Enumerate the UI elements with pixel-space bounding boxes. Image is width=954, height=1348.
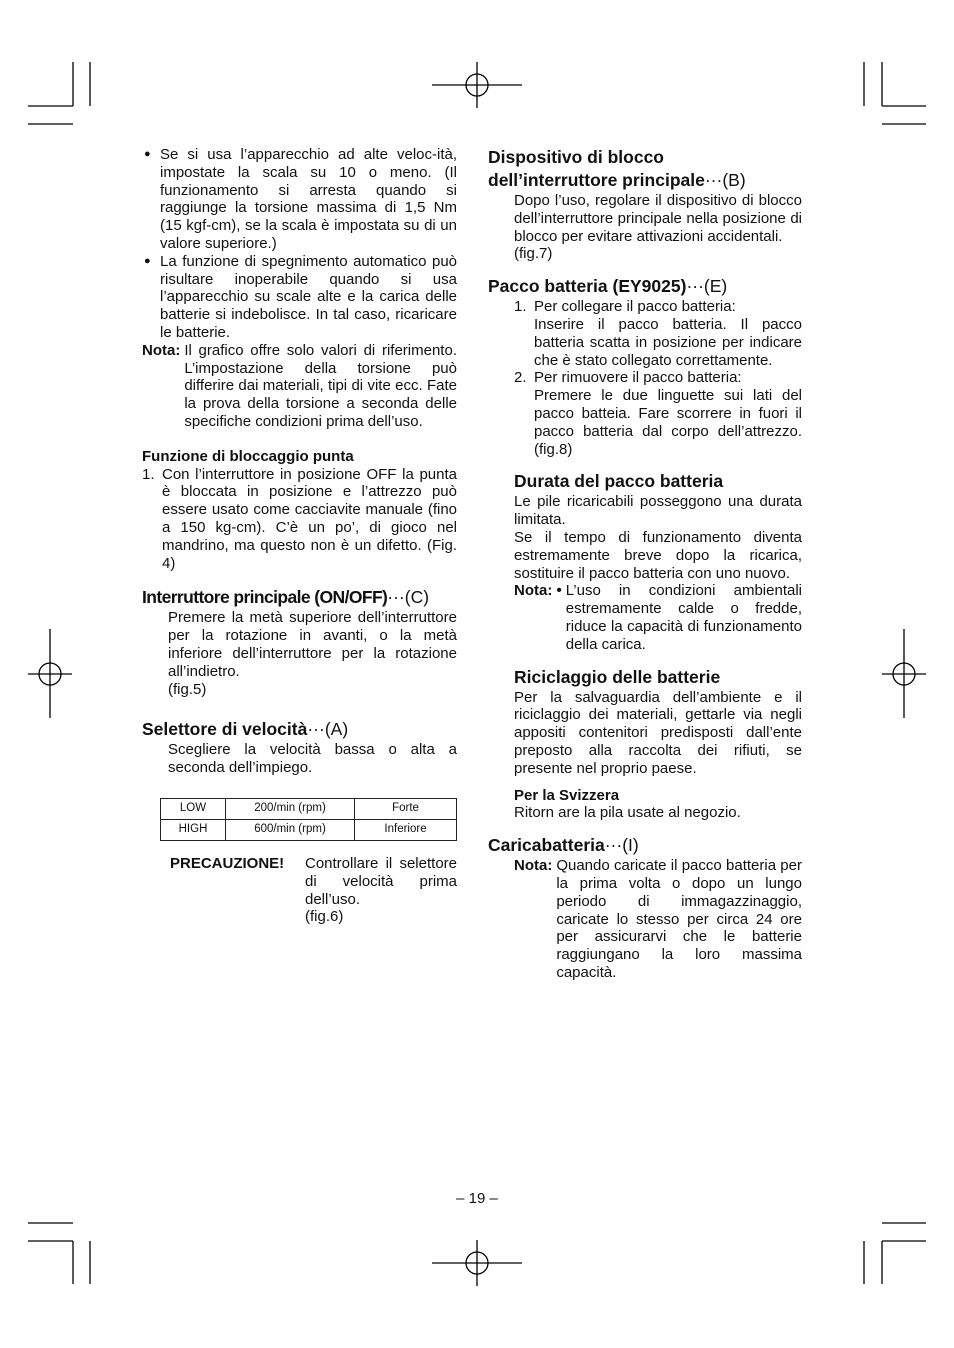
caution-fig: (fig.6) xyxy=(305,908,344,926)
speed-table xyxy=(160,798,457,841)
table-cell: 600/min (rpm) xyxy=(226,819,355,840)
charger-title-text: Caricabatteria xyxy=(488,835,605,856)
swiss-text: Ritorn are la pila usate al negozio. xyxy=(514,804,741,822)
battery-pack-title xyxy=(488,275,802,298)
table-row xyxy=(161,819,457,840)
battery-pack-title-text: Pacco batteria (EY9025) xyxy=(488,276,687,297)
main-switch-fig: (fig.5) xyxy=(168,680,207,698)
list-item xyxy=(514,298,802,369)
lock-device-title xyxy=(488,146,802,192)
lock-device-text: Dopo l’uso, regolare il dispositivo di blocco dell’interruttore principale nella posizione di blocco per evitare attivazioni accidentali. xyxy=(514,192,802,245)
recycling-text: Per la salvaguardia dell’ambiente e il riciclaggio dei materiali, gettarle via negli appositi contenitori predisposti dall’ente preposto alla raccolta dei rifiuti, se presente nel proprio paese. xyxy=(514,688,802,777)
table-cell: LOW xyxy=(161,798,226,819)
main-switch-title-text: Interruttore principale (ON/OFF) xyxy=(142,587,388,608)
chuck-lock-number: 1. xyxy=(142,465,155,483)
list-item-text: Premere le due linguette sui lati del pacco batteia. Fare scorrere in fuori il pacco batteria dal corpo dell’attrezzo. (fig.8) xyxy=(534,387,802,458)
nota-torque xyxy=(142,342,457,431)
page-number: – 19 – xyxy=(456,1190,498,1207)
list-item-text: Inserire il pacco batteria. Il pacco batteria scatta in posizione per indicare che è stato collegato correttamente. xyxy=(534,315,802,369)
charger-title xyxy=(488,834,802,857)
list-item-number: 2. xyxy=(514,369,527,387)
caution-label: PRECAUZIONE! xyxy=(170,854,285,872)
lock-device-suffix: ···(B) xyxy=(704,170,746,190)
battery-life-nota-text: L’uso in condizioni ambientali estremamente calde o fredde, riduce la capacità di funzionamento della carica. xyxy=(565,582,802,653)
caution-content xyxy=(305,855,457,926)
list-item-number: 1. xyxy=(514,298,527,316)
lock-device-fig: (fig.7) xyxy=(514,245,553,263)
speed-selector-title xyxy=(142,718,457,741)
charger-nota-label: Nota: xyxy=(514,857,553,875)
battery-life-title: Durata del pacco batteria xyxy=(514,471,724,492)
charger-nota-text: Quando caricate il pacco batteria per la prima volta o dopo un lungo periodo di immagazzinaggio, caricate lo stesso per circa 24 ore per assicurarvi che le batterie raggiungano la loro massima capacità. xyxy=(556,857,802,981)
bullet-high-speed: ● Se si usa l’apparecchio ad alte veloc-ità, impostate la scala su 10 o meno. (Il funzionamento si arresta quando si raggiunge la torsione massima di 1,5 Nm (15 kgf-cm), se la scala è impostata su di un valore superiore.) xyxy=(142,146,457,253)
battery-pack-suffix: ···(E) xyxy=(686,276,728,297)
recycling-title: Riciclaggio delle batterie xyxy=(514,666,721,687)
main-switch-text: Premere la metà superiore dell’interruttore per la rotazione in avanti, o la metà inferiore dell’interruttore per la rotazione all’indietro. xyxy=(168,609,457,680)
right-column xyxy=(488,146,802,982)
charger-suffix: ···(I) xyxy=(604,835,639,856)
speed-selector-text: Scegliere la velocità bassa o alta a seconda dell’impiego. xyxy=(168,741,457,777)
caution-text: Controllare il selettore di velocità prima dell’uso. xyxy=(305,854,457,908)
battery-life-p1: Le pile ricaricabili posseggono una durata limitata. xyxy=(514,493,802,529)
battery-pack-list xyxy=(488,298,802,458)
battery-life-p2: Se il tempo di funzionamento diventa estremamente breve dopo la ricarica, sostituire il pacco batteria con uno nuovo. xyxy=(514,528,802,582)
speed-selector-title-text: Selettore di velocità xyxy=(142,719,308,740)
chuck-lock-item xyxy=(142,466,457,573)
left-column xyxy=(142,146,457,926)
charger-nota xyxy=(488,857,802,982)
table-cell: Inferiore xyxy=(355,819,457,840)
lock-device-title-line1: Dispositivo di blocco xyxy=(488,147,664,167)
chuck-lock-title: Funzione di bloccaggio punta xyxy=(142,447,354,465)
list-item-head: Per rimuovere il pacco batteria: xyxy=(534,369,742,387)
lock-device-title-line2: dell’interruttore principale xyxy=(488,170,705,190)
main-switch-title xyxy=(142,586,457,609)
table-cell: HIGH xyxy=(161,819,226,840)
swiss-title: Per la Svizzera xyxy=(514,786,620,804)
table-cell: Forte xyxy=(355,798,457,819)
battery-life-section xyxy=(488,470,802,822)
table-row xyxy=(161,798,457,819)
table-cell: 200/min (rpm) xyxy=(226,798,355,819)
list-item xyxy=(514,369,802,458)
nota-text: Il grafico offre solo valori di riferimento. L’impostazione della torsione può differire dai materiali, tipi di vite ecc. Fate la prova della torsione a seconda delle specifiche condizioni prima dell’uso. xyxy=(184,341,457,430)
caution-block xyxy=(170,855,457,926)
bullet-auto-shutoff: ● La funzione di spegnimento automatico può risultare inoperabile quando si usa l’apparecchio su scale alte e la carica delle batterie si indebolisce. In tal caso, ricaricare le batterie. xyxy=(142,253,457,342)
speed-selector-suffix: ···(A) xyxy=(307,719,349,740)
battery-life-nota-label: Nota: • xyxy=(514,582,562,600)
list-item-head: Per collegare il pacco batteria: xyxy=(534,298,736,316)
main-switch-suffix: ···(C) xyxy=(387,587,430,608)
battery-life-nota xyxy=(514,582,802,653)
chuck-lock-text: Con l’interruttore in posizione OFF la punta è bloccata in posizione e l’attrezzo può essere usato come cacciavite manuale (fino a 150 kg-cm). C’è un po’, di gioco nel mandrino, ma questo non è un difetto. (Fig. 4) xyxy=(162,465,457,572)
nota-label: Nota: xyxy=(142,341,181,359)
